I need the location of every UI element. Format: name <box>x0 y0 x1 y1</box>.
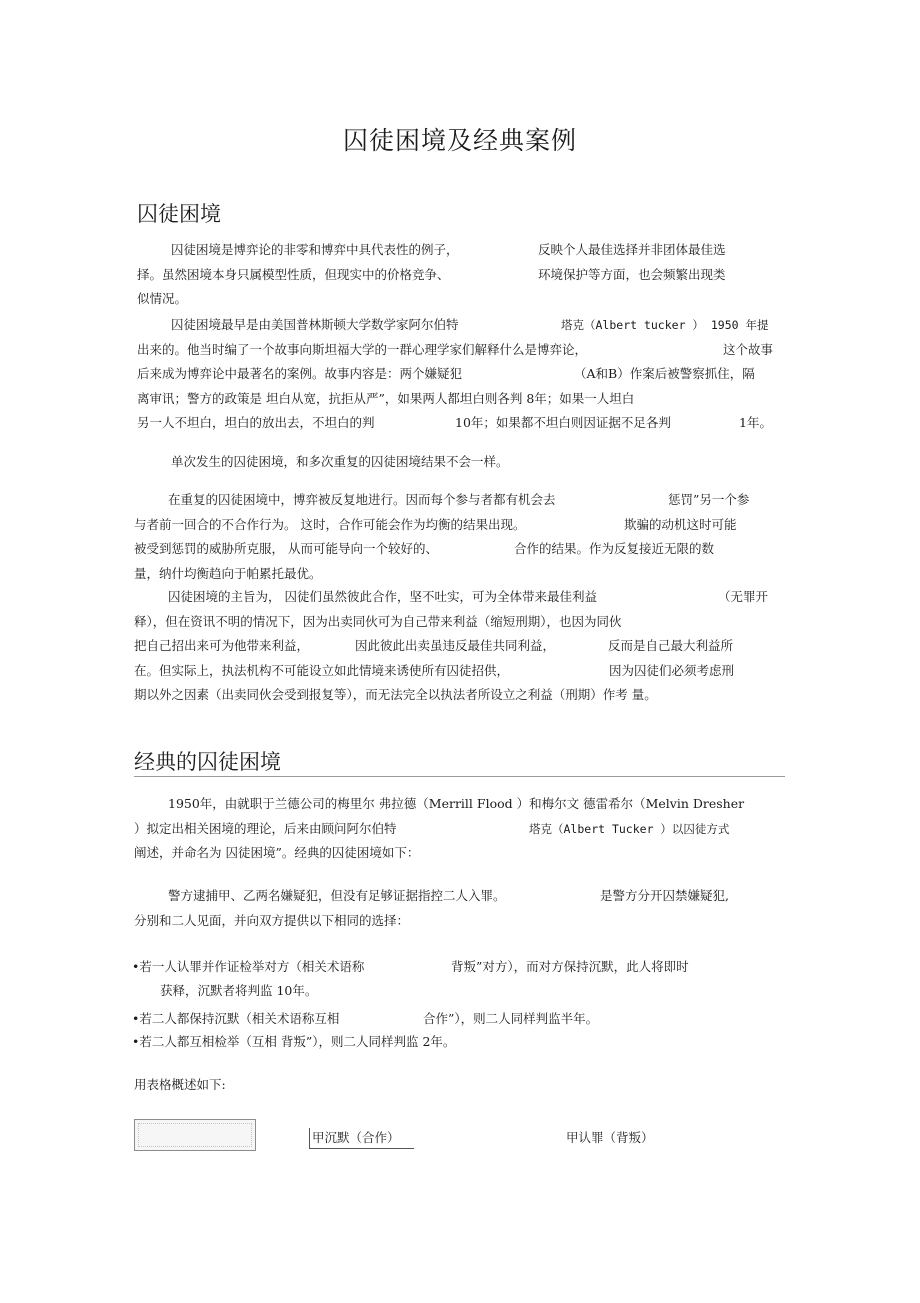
bullet-item-betray-cont <box>451 955 689 979</box>
text-run: 这个故事 <box>723 341 774 357</box>
text-run: 离审讯；警方的政策是 坦白从宽，抗拒从严”，如果两人都坦白则各判 8年；如果一人坦白 <box>137 390 635 406</box>
text-run: 反而是自己最大利益所 <box>608 638 734 653</box>
text-run: 因为囚徒们必须考虑刑 <box>609 662 735 678</box>
bullet-item-cooperate <box>132 1007 339 1031</box>
section-heading-prisoners-dilemma: 囚徒困境 <box>137 202 221 226</box>
table-header-a-confess: 甲认罪（背叛） <box>566 1130 654 1145</box>
section-divider <box>134 776 785 777</box>
table-header-a-silent: 甲沉默（合作） <box>309 1128 414 1149</box>
text-run: 囚徒困境的主旨为， 囚徒们虽然彼此合作，坚不吐实，可为全体带来最佳利益 <box>168 589 597 604</box>
text-run: 在。但实际上，执法机构不可能设立如此情境来诱使所有囚徒招供， <box>134 662 510 678</box>
text-run: 背叛”对方），而对方保持沉默，此人将即时 <box>451 959 689 974</box>
text-run: 塔克（Albert Tucker ）以囚徒方式 <box>529 821 730 836</box>
section-heading-classic-dilemma: 经典的囚徒困境 <box>134 750 281 774</box>
text-run: 塔克（Albert tucker ） 1950 年提 <box>561 318 769 332</box>
table-intro: 用表格概述如下: <box>134 1077 226 1092</box>
text-run: 分别和二人见面，并向双方提供以下相同的选择： <box>134 912 410 928</box>
text-run: （A和B）作案后被警察抓住，隔 <box>574 366 755 381</box>
page-title: 囚徒困境及经典案例 <box>342 126 577 155</box>
text-run: 后来成为博弈论中最著名的案例。故事内容是：两个嫌疑犯 <box>137 366 463 381</box>
text-run: •若二人都保持沉默（相关术语称互相 <box>132 1011 340 1026</box>
text-run: 是警方分开囚禁嫌疑犯, <box>600 888 729 903</box>
paragraph-single-vs-repeated: 单次发生的囚徒困境，和多次重复的囚徒困境结果不会一样。 <box>171 454 509 469</box>
text-run: 另一人不坦白，坦白的放出去，不坦白的判 <box>137 415 375 430</box>
text-run: 把自己招出来可为他带来利益， <box>134 638 310 653</box>
text-run: 阐述，并命名为 囚徒困境”。经典的囚徒困境如下： <box>134 845 420 860</box>
text-run: 欺骗的动机这时可能 <box>624 516 737 532</box>
text-run: •若一人认罪并作证检举对方（相关术语称 <box>132 959 365 974</box>
bullet-item-cooperate-cont <box>423 1007 598 1031</box>
text-run: 囚徒困境是博弈论的非零和博弈中具代表性的例子， <box>171 242 459 257</box>
text-run: 警方逮捕甲、乙两名嫌疑犯，但没有足够证据指控二人入罪。 <box>168 888 506 903</box>
text-run: 合作的结果。作为反复接近无限的数 <box>514 541 715 556</box>
text-run: （无罪开 <box>718 589 769 604</box>
text-run: 反映个人最佳选择并非团体最佳选 <box>538 242 726 257</box>
text-run: 期以外之因素（出卖同伙会受到报复等），而无法完全以执法者所设立之利益（刑期）作考 量。 <box>134 687 657 702</box>
text-run: 1950年，由就职于兰德公司的梅里尔 弗拉德（Merrill Flood ）和梅尔文 德雷希尔（Melvin Dresher <box>168 796 745 811</box>
text-run: 惩罚”另一个参 <box>668 492 750 507</box>
text-run: 似情况。 <box>137 291 188 306</box>
text-run: 获释，沉默者将判监 10年。 <box>160 983 318 998</box>
bullet-item-betray-wrap <box>160 979 317 1003</box>
text-run: ）拟定出相关困境的理论，后来由顾问阿尔伯特 <box>134 820 397 836</box>
text-run: 量，纳什均衡趋向于帕累托最优。 <box>134 565 322 581</box>
text-run: 合作”），则二人同样判监半年。 <box>423 1011 599 1026</box>
text-run: 因此彼此出卖虽违反最佳共同利益， <box>355 638 556 653</box>
text-run: 出来的。他当时编了一个故事向斯坦福大学的一群心理学家们解释什么是博弈论， <box>137 341 588 357</box>
text-run: 择。虽然困境本身只属模型性质，但现实中的价格竞争、 <box>137 266 450 282</box>
text-run: 1年。 <box>739 415 772 430</box>
text-run: •若二人都互相检举（互相 背叛”），则二人同样判监 2年。 <box>132 1034 456 1049</box>
text-run: 囚徒困境最早是由美国普林斯顿大学数学家阿尔伯特 <box>171 317 459 332</box>
text-run: 释），但在资讯不明的情况下，因为出卖同伙可为自己带来利益（缩短刑期），也因为同伙 <box>134 613 622 629</box>
text-run: 10年；如果都不坦白则因证据不足各判 <box>455 415 671 430</box>
bullet-item-betray <box>132 955 364 979</box>
text-run: 被受到惩罚的威胁所克服， 从而可能导向一个较好的、 <box>134 541 438 556</box>
table-corner-cell <box>134 1119 256 1151</box>
table-corner-pattern <box>138 1123 252 1147</box>
bullet-item-mutual-betray <box>132 1030 455 1054</box>
text-run: 在重复的囚徒困境中，博弈被反复地进行。因而每个参与者都有机会去 <box>168 492 556 507</box>
text-run: 与者前一回合的不合作行为。 这时，合作可能会作为均衡的结果出现。 <box>134 516 526 532</box>
text-run: 环境保护等方面，也会频繁出现类 <box>538 266 726 282</box>
